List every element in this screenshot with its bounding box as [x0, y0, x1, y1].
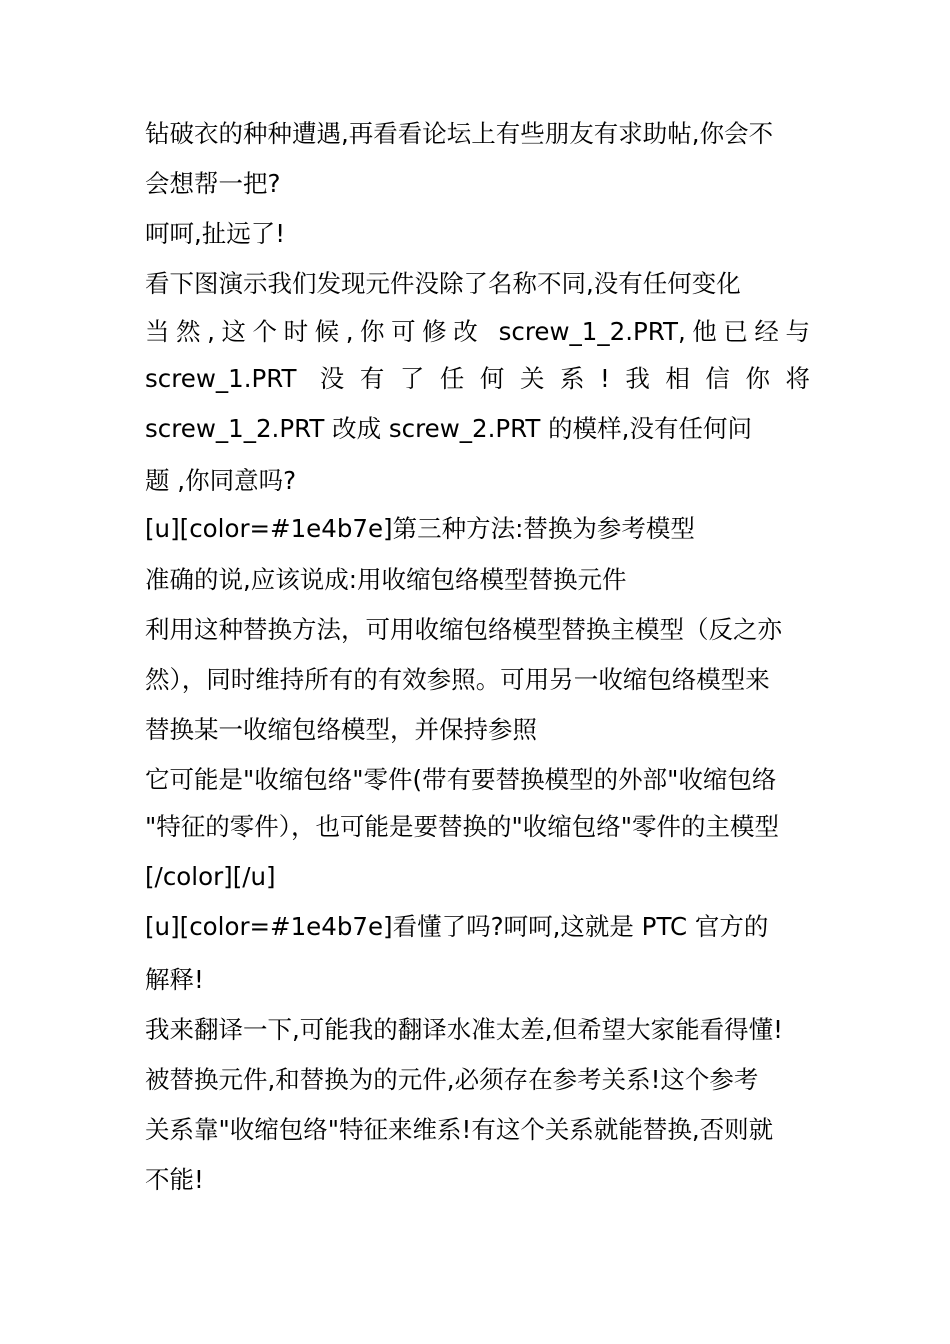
text-line: 不能! [145, 1165, 204, 1194]
text-line: 解释! [145, 965, 204, 994]
text-line: 我来翻译一下,可能我的翻译水准太差,但希望大家能看得懂! [145, 1015, 783, 1044]
text-line: 关系靠"收缩包络"特征来维系!有这个关系就能替换,否则就 [145, 1115, 774, 1144]
text-line: 被替换元件,和替换为的元件,必须存在参考关系!这个参考 [145, 1065, 759, 1094]
text-line: "特征的零件），也可能是要替换的"收缩包络"零件的主模型 [145, 812, 780, 841]
text-line: 钻破衣的种种遭遇,再看看论坛上有些朋友有求助帖,你会不 [145, 119, 774, 148]
text-line: 会想帮一把? [145, 169, 281, 198]
text-line: 当然,这个时候,你可修改 screw_1_2.PRT,他已经与 [145, 317, 810, 346]
text-line: 利用这种替换方法，可用收缩包络模型替换主模型（反之亦 [145, 615, 782, 644]
text-line: screw_1_2.PRT 改成 screw_2.PRT 的模样,没有任何问 [145, 414, 752, 443]
text-line: [u][color=#1e4b7e]第三种方法:替换为参考模型 [145, 514, 695, 543]
text-line: 然），同时维持所有的有效参照。可用另一收缩包络模型来 [145, 665, 770, 694]
text-line: 它可能是"收缩包络"零件(带有要替换模型的外部"收缩包络 [145, 765, 777, 794]
text-line: 题 ,你同意吗? [145, 466, 297, 495]
text-line: [/color][/u] [145, 862, 276, 891]
text-line: 替换某一收缩包络模型，并保持参照 [145, 715, 537, 744]
text-line: 呵呵,扯远了! [145, 219, 286, 248]
text-line: 准确的说,应该说成:用收缩包络模型替换元件 [145, 565, 627, 594]
text-line: screw_1.PRT 没有了任何关系!我相信你将 [145, 364, 810, 393]
text-line: [u][color=#1e4b7e]看懂了吗?呵呵,这就是 PTC 官方的 [145, 912, 769, 941]
text-line: 看下图演示我们发现元件没除了名称不同,没有任何变化 [145, 269, 741, 298]
